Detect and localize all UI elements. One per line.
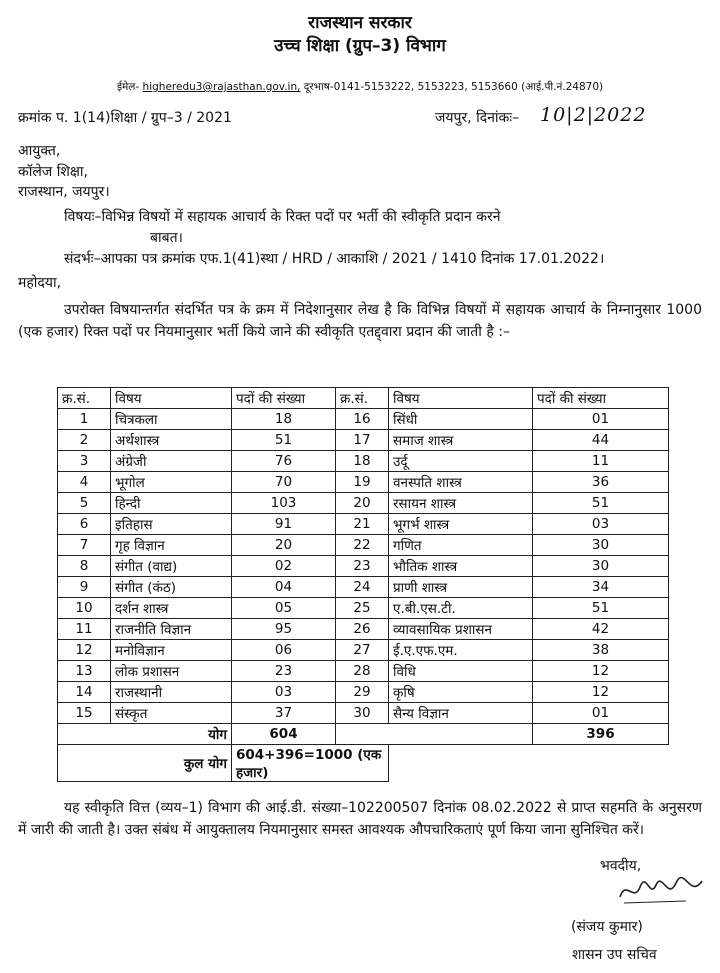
- total-right: 396: [533, 724, 669, 745]
- cell-posts-right: 12: [533, 682, 669, 703]
- contact-line: [0, 80, 720, 94]
- cell-subject-right: रसायन शास्त्र: [389, 493, 533, 514]
- cell-posts-left: 103: [232, 493, 336, 514]
- table-header-row: [58, 388, 669, 409]
- cell-posts-left: 37: [232, 703, 336, 724]
- cell-sno-left: 4: [58, 472, 111, 493]
- cell-sno-right: 30: [336, 703, 389, 724]
- total-label: योग: [58, 724, 232, 745]
- cell-posts-right: 03: [533, 514, 669, 535]
- department-heading: उच्च शिक्षा (ग्रुप–3) विभाग: [274, 36, 446, 56]
- cell-subject-left: लोक प्रशासन: [111, 661, 232, 682]
- cell-sno-left: 5: [58, 493, 111, 514]
- cell-subject-left: अर्थशास्त्र: [111, 430, 232, 451]
- grand-total-label: कुल योग: [58, 745, 232, 782]
- cell-subject-left: दर्शन शास्त्र: [111, 598, 232, 619]
- cell-subject-right: ई.ए.एफ.एम.: [389, 640, 533, 661]
- cell-posts-left: 51: [232, 430, 336, 451]
- cell-posts-left: 02: [232, 556, 336, 577]
- cell-subject-right: कृषि: [389, 682, 533, 703]
- reference-line: संदर्भः–आपका पत्र क्रमांक एफ.1(41)स्था / HRD / आकाशि / 2021 / 1410 दिनांक 17.01.2022।: [64, 251, 605, 267]
- reference-number: क्रमांक प. 1(14)शिक्षा / ग्रुप–3 / 2021: [18, 110, 232, 126]
- cell-posts-left: 05: [232, 598, 336, 619]
- cell-posts-right: 51: [533, 598, 669, 619]
- cell-posts-right: 51: [533, 493, 669, 514]
- col-header-posts-left: पदों की संख्या: [232, 388, 336, 409]
- cell-subject-right: भौतिक शास्त्र: [389, 556, 533, 577]
- cell-sno-left: 6: [58, 514, 111, 535]
- cell-subject-right: ए.बी.एस.टी.: [389, 598, 533, 619]
- address-line-2: कॉलेज शिक्षा,: [18, 164, 88, 180]
- address-line-3: राजस्थान, जयपुर।: [18, 184, 110, 200]
- cell-posts-right: 34: [533, 577, 669, 598]
- govt-heading: राजस्थान सरकार: [308, 13, 412, 33]
- cell-sno-left: 8: [58, 556, 111, 577]
- cell-sno-left: 13: [58, 661, 111, 682]
- cell-sno-right: 18: [336, 451, 389, 472]
- cell-posts-right: 30: [533, 556, 669, 577]
- cell-subject-right: विधि: [389, 661, 533, 682]
- table-row: [58, 556, 669, 577]
- cell-subject-right: सिंधी: [389, 409, 533, 430]
- cell-subject-left: गृह विज्ञान: [111, 535, 232, 556]
- signer-name: (संजय कुमार): [571, 919, 643, 935]
- cell-posts-right: 38: [533, 640, 669, 661]
- col-header-sno-right: क्र.सं.: [336, 388, 389, 409]
- cell-sno-left: 7: [58, 535, 111, 556]
- cell-sno-right: 24: [336, 577, 389, 598]
- cell-sno-right: 21: [336, 514, 389, 535]
- vacancy-table: [57, 387, 669, 782]
- email-address[interactable]: higheredu3@rajasthan.gov.in,: [142, 81, 301, 93]
- cell-subject-right: व्यावसायिक प्रशासन: [389, 619, 533, 640]
- cell-subject-right: भूगर्भ शास्त्र: [389, 514, 533, 535]
- cell-subject-left: हिन्दी: [111, 493, 232, 514]
- table-row: [58, 682, 669, 703]
- cell-posts-left: 91: [232, 514, 336, 535]
- total-row: [58, 724, 669, 745]
- cell-subject-left: संगीत (वाद्य): [111, 556, 232, 577]
- cell-posts-right: 01: [533, 703, 669, 724]
- cell-posts-right: 01: [533, 409, 669, 430]
- address-line-1: आयुक्त,: [18, 143, 61, 159]
- cell-sno-right: 20: [336, 493, 389, 514]
- cell-subject-right: गणित: [389, 535, 533, 556]
- signature-scrawl: [616, 873, 706, 913]
- cell-sno-right: 27: [336, 640, 389, 661]
- table-row: [58, 409, 669, 430]
- signer-designation: शासन उप सचिव: [572, 947, 657, 963]
- cell-posts-left: 70: [232, 472, 336, 493]
- cell-subject-right: समाज शास्त्र: [389, 430, 533, 451]
- subject-line: विषयः–विभिन्न विषयों में सहायक आचार्य के रिक्त पदों पर भर्ती की स्वीकृति प्रदान करने: [64, 209, 501, 225]
- cell-subject-left: संस्कृत: [111, 703, 232, 724]
- cell-sno-left: 12: [58, 640, 111, 661]
- salutation: महोदया,: [18, 275, 62, 291]
- subject-continuation: बाबत।: [150, 230, 183, 246]
- table-row: [58, 493, 669, 514]
- total-spacer: [336, 724, 533, 745]
- cell-posts-left: 23: [232, 661, 336, 682]
- cell-sno-left: 1: [58, 409, 111, 430]
- col-header-subject-right: विषय: [389, 388, 533, 409]
- cell-subject-left: राजनीति विज्ञान: [111, 619, 232, 640]
- signature-mark: [616, 873, 706, 907]
- cell-posts-left: 76: [232, 451, 336, 472]
- total-left: 604: [232, 724, 336, 745]
- cell-sno-left: 2: [58, 430, 111, 451]
- cell-sno-right: 17: [336, 430, 389, 451]
- cell-sno-left: 10: [58, 598, 111, 619]
- cell-sno-right: 23: [336, 556, 389, 577]
- table-row: [58, 514, 669, 535]
- cell-sno-left: 11: [58, 619, 111, 640]
- col-header-sno-left: क्र.सं.: [58, 388, 111, 409]
- cell-sno-right: 19: [336, 472, 389, 493]
- cell-subject-right: प्राणी शास्त्र: [389, 577, 533, 598]
- table-row: [58, 619, 669, 640]
- col-header-posts-right: पदों की संख्या: [533, 388, 669, 409]
- cell-subject-left: भूगोल: [111, 472, 232, 493]
- cell-sno-left: 14: [58, 682, 111, 703]
- grand-total-value: 604+396=1000 (एक हजार): [232, 745, 389, 782]
- cell-posts-left: 20: [232, 535, 336, 556]
- cell-posts-right: 30: [533, 535, 669, 556]
- table-row: [58, 451, 669, 472]
- cell-subject-left: अंग्रेजी: [111, 451, 232, 472]
- cell-posts-right: 36: [533, 472, 669, 493]
- cell-posts-right: 44: [533, 430, 669, 451]
- closing-paragraph: यह स्वीकृति वित्त (व्यय–1) विभाग की आई.डी. संख्या–102200507 दिनांक 08.02.2022 से प्राप्त सहमति के अनुसरण में जारी की जाती है। उक्त संबंध में आयुक्तालय नियमानुसार समस्त आवश्यक औपचारिकताएं पूर्ण किया जाना सुनिश्चित करें।: [18, 800, 702, 838]
- cell-sno-right: 22: [336, 535, 389, 556]
- table-row: [58, 430, 669, 451]
- email-label: ईमेल-: [116, 81, 140, 93]
- cell-sno-left: 9: [58, 577, 111, 598]
- col-header-subject-left: विषय: [111, 388, 232, 409]
- cell-posts-left: 03: [232, 682, 336, 703]
- table-row: [58, 640, 669, 661]
- cell-subject-left: चित्रकला: [111, 409, 232, 430]
- cell-posts-left: 18: [232, 409, 336, 430]
- handwritten-date: 10|2|2022: [540, 104, 647, 126]
- cell-subject-left: राजस्थानी: [111, 682, 232, 703]
- table-row: [58, 661, 669, 682]
- cell-sno-left: 3: [58, 451, 111, 472]
- table-row: [58, 703, 669, 724]
- cell-posts-right: 12: [533, 661, 669, 682]
- cell-subject-left: मनोविज्ञान: [111, 640, 232, 661]
- cell-posts-right: 11: [533, 451, 669, 472]
- date-label: जयपुर, दिनांकः–: [435, 110, 520, 126]
- cell-posts-left: 95: [232, 619, 336, 640]
- cell-subject-right: उर्दू: [389, 451, 533, 472]
- cell-sno-right: 26: [336, 619, 389, 640]
- cell-posts-left: 04: [232, 577, 336, 598]
- cell-subject-right: वनस्पति शास्त्र: [389, 472, 533, 493]
- cell-posts-left: 06: [232, 640, 336, 661]
- cell-sno-right: 16: [336, 409, 389, 430]
- cell-sno-left: 15: [58, 703, 111, 724]
- cell-posts-right: 42: [533, 619, 669, 640]
- cell-subject-left: संगीत (कंठ): [111, 577, 232, 598]
- body-paragraph: उपरोक्त विषयान्तर्गत संदर्भित पत्र के क्रम में निदेशानुसार लेख है कि विभिन्न विषयों में सहायक आचार्य के निम्नानुसार 1000 (एक हजार) रिक्त पदों पर नियमानुसार भर्ती किये जाने की स्वीकृति एतद्द्वारा प्रदान की जाती है :–: [18, 302, 702, 340]
- cell-subject-right: सैन्य विज्ञान: [389, 703, 533, 724]
- cell-subject-left: इतिहास: [111, 514, 232, 535]
- table-row: [58, 535, 669, 556]
- cell-sno-right: 28: [336, 661, 389, 682]
- table-row: [58, 598, 669, 619]
- phone-numbers: -0141-5153222, 5153223, 5153660 (आई.पी.नं.24870): [329, 81, 604, 93]
- phone-label: दूरभाष: [303, 81, 330, 93]
- sign-off: भवदीय,: [600, 858, 642, 874]
- table-row: [58, 472, 669, 493]
- cell-sno-right: 29: [336, 682, 389, 703]
- cell-sno-right: 25: [336, 598, 389, 619]
- table-row: [58, 577, 669, 598]
- grand-total-row: [58, 745, 669, 782]
